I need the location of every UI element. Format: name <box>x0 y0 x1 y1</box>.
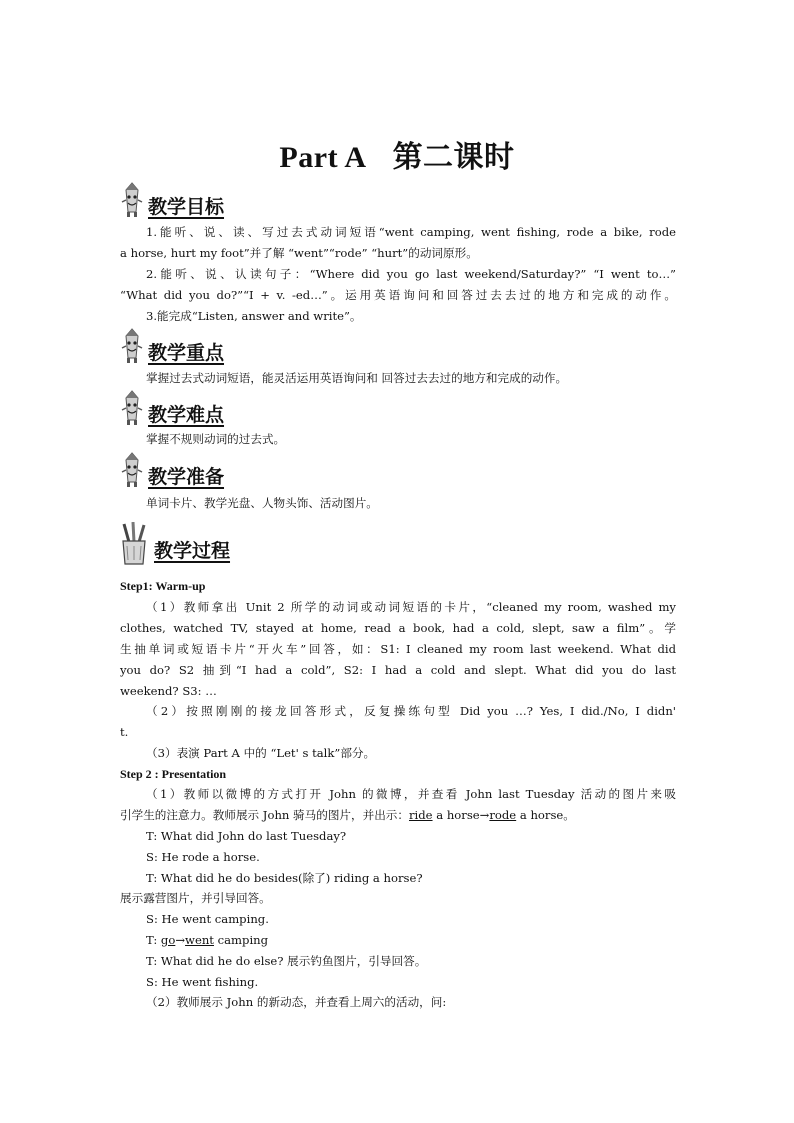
text-span: camping <box>213 933 269 947</box>
underlined-word: go <box>160 933 176 947</box>
text-line: weekend? S3: … <box>120 684 217 698</box>
pencil-icon <box>118 328 148 364</box>
section-heading: 教学过程 <box>154 540 231 562</box>
dialogue-line: T: What did he do besides(除了) riding a horse? <box>146 871 423 885</box>
text-line: 生抽单词或短语卡片“开火车”回答，如：S1: I cleaned my room last weekend. What did <box>120 642 676 656</box>
text-line: 展示露营图片，并引导回答。 <box>120 891 271 905</box>
section-heading: 教学准备 <box>148 466 225 488</box>
arrow-text: → <box>175 933 186 947</box>
text-line: 掌握过去式动词短语，能灵活运用英语询问和 回答过去去过的地方和完成的动作。 <box>146 371 568 385</box>
underlined-word: rode <box>489 808 517 822</box>
text-span: 引学生的注意力。教师展示 John 骑马的图片，并出示： <box>120 808 409 822</box>
text-line: t. <box>120 725 129 739</box>
section-heading: 教学目标 <box>148 196 225 218</box>
text-line: （2）教师展示 John 的新动态，并查看上周六的活动，问: <box>146 995 447 1009</box>
step-heading: Step 2 : Presentation <box>120 767 227 781</box>
dialogue-line: S: He went fishing. <box>146 975 259 989</box>
text-line: 单词卡片、教学光盘、人物头饰、活动图片。 <box>146 496 378 510</box>
dialogue-line: T: What did John do last Tuesday? <box>146 829 347 843</box>
text-line: 掌握不规则动词的过去式。 <box>146 432 286 446</box>
text-line: （2）按照刚刚的接龙回答形式，反复操练句型 Did you …? Yes, I did./No, I didn' <box>146 704 676 718</box>
dialogue-line: S: He rode a horse. <box>146 850 260 864</box>
step-heading: Step1: Warm-up <box>120 579 206 593</box>
dialogue-line-with-underlines <box>146 932 702 948</box>
text-line: a horse, hurt my foot”并了解 “went”“rode” “hurt”的动词原形。 <box>120 246 478 260</box>
underlined-word: went <box>185 933 214 947</box>
title-part: Part A <box>279 141 367 174</box>
pencil-cup-icon <box>118 522 152 566</box>
text-span: a horse→ <box>432 808 490 822</box>
pencil-icon <box>118 390 148 426</box>
text-line: （1）教师拿出 Unit 2 所学的动词或动词短语的卡片，“cleaned my room, washed my <box>146 600 676 614</box>
pencil-icon <box>118 452 148 488</box>
dialogue-line: T: What did he do else? 展示钓鱼图片，引导回答。 <box>146 954 427 968</box>
title-lesson: 第二课时 <box>392 141 515 174</box>
section-heading: 教学难点 <box>148 404 225 426</box>
page-title <box>0 132 794 176</box>
text-span: a horse。 <box>516 808 575 822</box>
pencil-icon <box>118 182 148 218</box>
text-line: clothes, watched TV, stayed at home, read a book, had a cold, slept, saw a film”。学 <box>120 621 676 635</box>
text-span: T: <box>146 933 161 947</box>
underlined-word: ride <box>409 808 433 822</box>
text-line: （1）教师以微博的方式打开 John 的微博，并查看 John last Tuesday 活动的图片来吸 <box>146 787 676 801</box>
text-line: 2.能听、说、认读句子：“Where did you go last weekend/Saturday?” “I went to…” <box>146 267 676 281</box>
text-line: （3）表演 Part A 中的 “Let' s talk”部分。 <box>146 746 376 760</box>
text-line-with-underlines <box>120 807 676 823</box>
dialogue-line: S: He went camping. <box>146 912 269 926</box>
text-line: “What did you do?”“I + v. -ed…”。运用英语询问和回答过去去过的地方和完成的动作。 <box>120 288 676 302</box>
text-line: you do? S2 抽到“I had a cold”, S2: I had a cold and slept. What did you do last <box>120 663 676 677</box>
section-heading: 教学重点 <box>148 342 225 364</box>
text-line: 1.能听、说、读、写过去式动词短语“went camping, went fishing, rode a bike, rode <box>146 225 676 239</box>
text-line: 3.能完成“Listen, answer and write”。 <box>146 309 362 323</box>
